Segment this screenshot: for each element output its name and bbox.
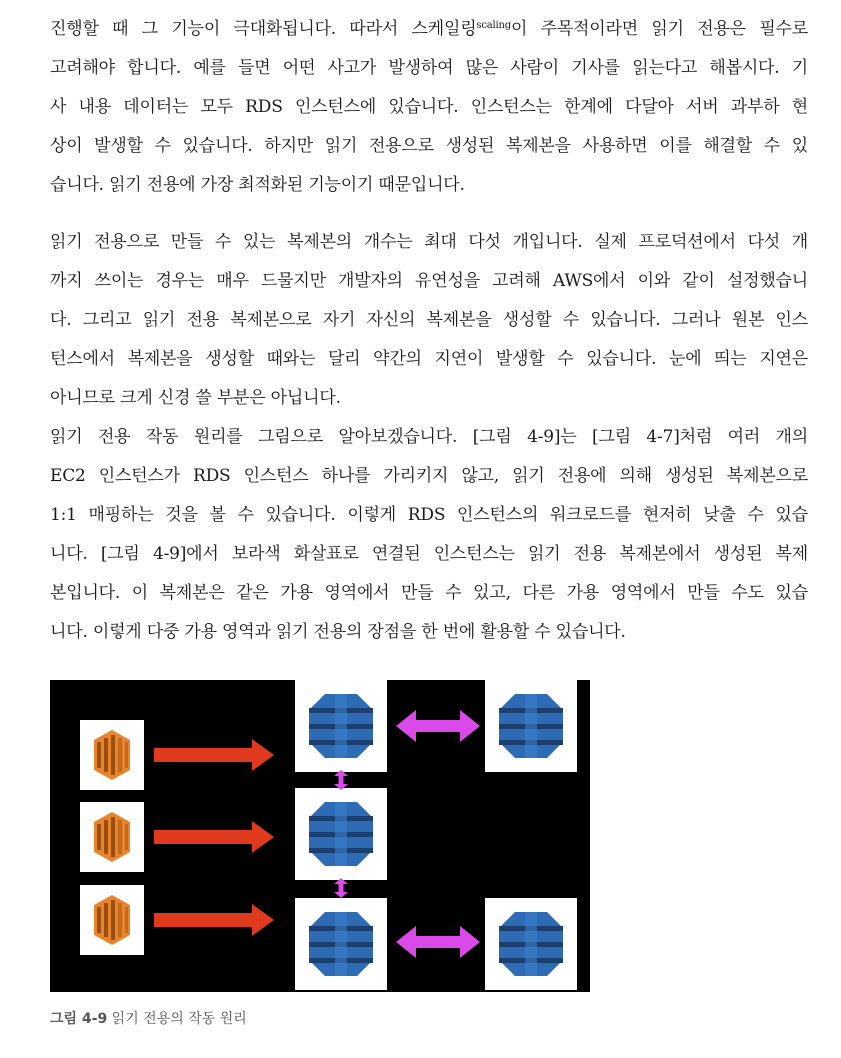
text-line: 본입니다. 이 복제본은 같은 가용 영역에서 만들 수 있고, 다른 가용 영역에서 만들 수도 있습 [50, 583, 808, 603]
ec2-instance-icon [80, 802, 144, 872]
text-line: 다. 그리고 읽기 전용 복제본으로 자기 자신의 복제본을 생성할 수 있습니다. 그러나 원본 인스 [50, 310, 808, 330]
text-line: 사 내용 데이터는 모두 RDS 인스턴스에 있습니다. 인스턴스는 한계에 다달아 서버 과부하 현 [50, 97, 808, 117]
rds-replica-icon [485, 898, 577, 990]
text-line: 턴스에서 복제본을 생성할 때와는 달리 약간의 지연이 발생할 수 있습니다. 눈에 띄는 지연은 [50, 349, 808, 369]
text-line: 아니므로 크게 신경 쓸 부분은 아닙니다. [50, 388, 341, 408]
ec2-instance-icon [80, 720, 144, 790]
text-line: 고려해야 합니다. 예를 들면 어떤 사고가 발생하여 많은 사람이 기사를 읽는다고 해봅시다. 기 [50, 58, 808, 78]
text-line: 니다. 이렇게 다중 가용 영역과 읽기 전용의 장점을 한 번에 활용할 수 있습니다. [50, 622, 626, 642]
red-arrow-icon [154, 821, 274, 853]
red-arrow-icon [154, 904, 274, 936]
ec2-instance-icon [80, 885, 144, 955]
paragraph-read-replica-principle [50, 418, 808, 652]
caption-text: 읽기 전용의 작동 원리 [111, 1011, 247, 1027]
figure-caption [50, 1008, 247, 1028]
figure-read-replica-diagram [50, 680, 590, 992]
caption-number: 그림 4-9 [50, 1011, 108, 1027]
superscript-term: scaling [476, 20, 511, 31]
text-line: 까지 쓰이는 경우는 매우 드물지만 개발자의 유연성을 고려해 AWS에서 이와 같이 설정했습니 [50, 271, 808, 291]
text-line: 1:1 매핑하는 것을 볼 수 있습니다. 이렇게 RDS 인스턴스의 워크로드를 현저히 낮출 수 있습 [50, 505, 808, 525]
rds-database-icon [295, 788, 387, 880]
text-line: 상이 발생할 수 있습니다. 하지만 읽기 전용으로 생성된 복제본을 사용하면 이를 해결할 수 있 [50, 136, 808, 156]
text-line: 진행할 때 그 기능이 극대화됩니다. 따라서 스케일링$^{scaling}$이 주목적이라면 읽기 전용은 필수로 [50, 19, 808, 39]
purple-connector-icon [334, 878, 348, 898]
text-line: EC2 인스턴스가 RDS 인스턴스 하나를 가리키지 않고, 읽기 전용에 의해 생성된 복제본으로 [50, 466, 808, 486]
rds-database-icon [295, 680, 387, 772]
text-line: 읽기 전용 작동 원리를 그림으로 알아보겠습니다. [그림 4-9]는 [그림 4-7]처럼 여러 개의 [50, 427, 808, 447]
purple-connector-icon [334, 770, 348, 790]
rds-database-icon [295, 898, 387, 990]
rds-replica-icon [485, 680, 577, 772]
purple-double-arrow-icon [396, 926, 480, 958]
diagram-svg [50, 680, 590, 992]
red-arrow-icon [154, 739, 274, 771]
paragraph-scaling [50, 10, 808, 205]
paragraph-replica-count [50, 223, 808, 418]
text-line: 읽기 전용으로 만들 수 있는 복제본의 개수는 최대 다섯 개입니다. 실제 프로덕션에서 다섯 개 [50, 232, 808, 252]
purple-double-arrow-icon [396, 710, 480, 742]
text-line: 습니다. 읽기 전용에 가장 최적화된 기능이기 때문입니다. [50, 175, 465, 195]
text-line: 니다. [그림 4-9]에서 보라색 화살표로 연결된 인스턴스는 읽기 전용 복제본에서 생성된 복제 [50, 544, 808, 564]
